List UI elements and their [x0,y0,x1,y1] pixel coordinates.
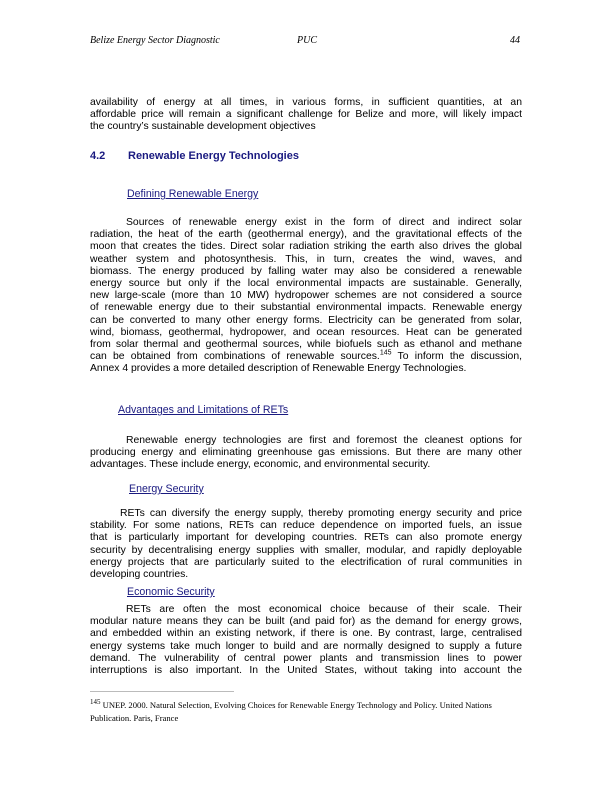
subheading-energy-security: Energy Security [129,483,204,495]
text-line: interruptions is also important. In the United States, without taking into account the [90,664,522,676]
section-heading [90,150,299,162]
footnote-divider [90,691,234,692]
text-line: energy projects that are particularly suited to the electrification of rural communities in [90,556,522,568]
text-line: moon that creates the tides. Direct solar radiation striking the earth also drives the global [90,241,522,253]
text-line: producing energy and eliminating greenhouse gas emissions. But there are many other [90,447,522,459]
page-number: 44 [510,35,520,46]
footnote [90,699,530,724]
text-segment: To inform the discussion, [391,351,522,363]
text-line: Sources of renewable energy exist in the form of direct and indirect solar [126,217,522,228]
text-line: energy source but only if the local environmental impacts are sustainable. Generally, [90,277,522,289]
header-org: PUC [297,35,317,46]
text-line: from solar thermal and geothermal sources, while biofuels such as ethanol and methane [90,338,522,350]
text-line: advantages. These include energy, economic, and environmental security. [90,459,431,471]
text-line: can be converted to many other energy forms. Electricity can be generated from solar, [90,314,522,326]
subheading-advantages: Advantages and Limitations of RETs [118,404,289,416]
subheading-defining: Defining Renewable Energy [127,188,259,200]
section-number: 4.2 [90,150,106,162]
text-line: wind, biomass, geothermal, hydropower, and ocean resources. Heat can be generated [90,326,522,338]
text-line: modular nature means they can be built (and paid for) as the demand for energy grows, [90,616,522,628]
economic-security-paragraph [90,604,522,677]
energy-security-paragraph [90,508,522,581]
advantages-paragraph [90,435,522,472]
text-line: RETs can diversify the energy supply, thereby promoting energy security and price [120,508,522,519]
defining-paragraph [90,217,522,375]
footnote-ref[interactable]: 145 [379,349,392,357]
footnote-text-cont: Publication. Paris, France [90,712,179,723]
header-title: Belize Energy Sector Diagnostic [90,35,220,46]
footnote-text: UNEP. 2000. Natural Selection, Evolving Choices for Renewable Energy Technology and Policy. United Nations [100,700,492,710]
section-title: Renewable Energy Technologies [128,150,299,162]
text-line: energy systems take much longer to build and are normally designed to supply a future [90,640,522,652]
text-line: that is particularly important for developing countries. RETs can also promote energy [90,532,522,544]
text-line: of renewable energy due to their substantial environmental impacts. Renewable energy [90,302,522,314]
text-line: availability of energy at all times, in various forms, in sufficient quantities, at an [90,97,522,108]
footnote-number: 145 [90,698,101,707]
text-line: demand. The vulnerability of central power plants and transmission lines to power [90,652,522,664]
text-line: weather system and photosynthesis. This, in turn, creates the wind, waves, and [90,253,522,265]
text-line: developing countries. [90,568,189,580]
intro-paragraph [90,97,522,134]
text-line: Renewable energy technologies are first and foremost the cleanest options for [126,435,522,446]
text-line: the country’s sustainable development objectives [90,121,316,133]
text-line: radiation, the heat of the earth (geothermal energy), and the gravitational effects of the [90,229,522,241]
text-line: new large-scale (more than 10 MW) hydropower schemes are not considered a source [90,290,522,302]
text-line: stability. For some nations, RETs can reduce dependence on imported fuels, an issue [90,520,522,532]
text-line: affordable price will remain a significant challenge for Belize and more, will likely impact [90,109,522,121]
text-line [90,351,522,363]
text-line: and embedded within an existing network, if there is one. By contrast, large, centralised [90,628,522,640]
text-line: security by decentralising energy supplies with smaller, modular, and rapidly deployable [90,544,522,556]
text-line: RETs are often the most economical choice because of their scale. Their [126,604,522,615]
text-segment: can be obtained from combinations of renewable sources. [90,351,380,363]
text-line: biomass. The energy produced by falling water may also be considered a renewable [90,265,522,277]
text-line: Annex 4 provides a more detailed description of Renewable Energy Technologies. [90,363,467,375]
subheading-economic-security: Economic Security [127,586,215,598]
